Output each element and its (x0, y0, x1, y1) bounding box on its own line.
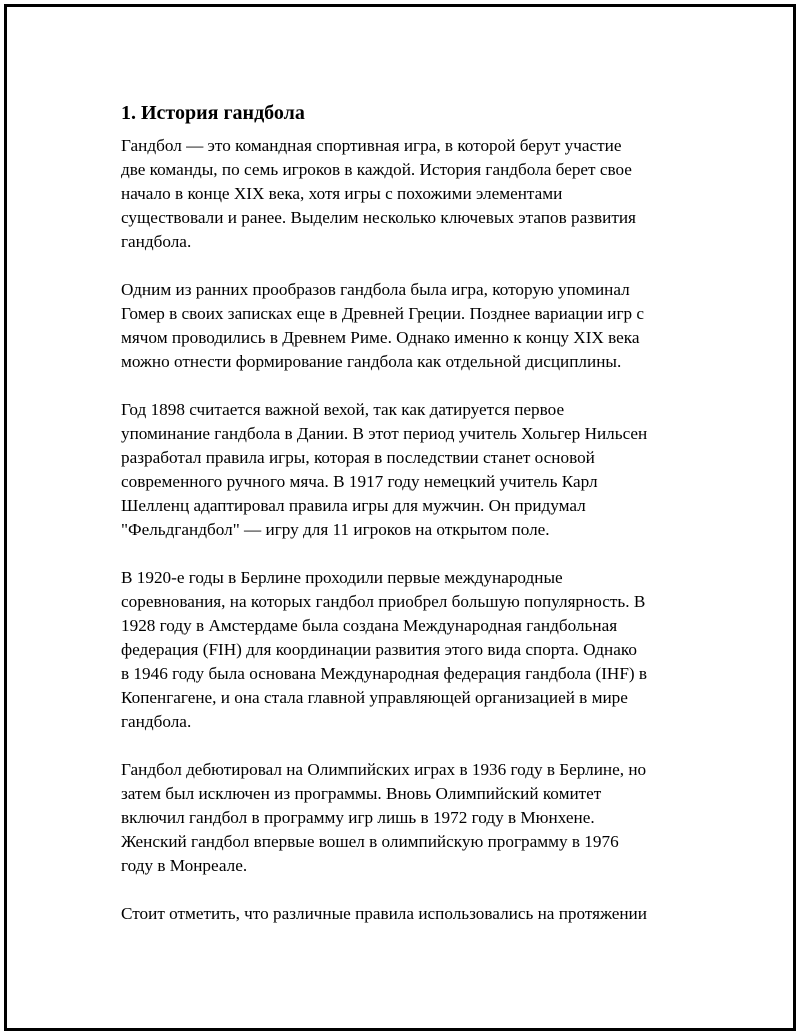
text-line: мячом проводились в Древнем Риме. Однако именно к концу XIX века (121, 328, 640, 347)
text-line: Год 1898 считается важной вехой, так как датируется первое (121, 400, 565, 419)
paragraph-2 (121, 278, 701, 374)
text-line: Копенгагене, и она стала главной управляющей организацией в мире (121, 688, 628, 707)
text-line: Гандбол дебютировал на Олимпийских играх в 1936 году в Берлине, но (121, 760, 647, 779)
paragraph-1 (121, 134, 701, 254)
text-line: начало в конце XIX века, хотя игры с похожими элементами (121, 184, 563, 203)
paragraph-6 (121, 902, 701, 926)
text-line: году в Монреале. (121, 856, 248, 875)
paragraph-3 (121, 398, 701, 542)
text-line: две команды, по семь игроков в каждой. История гандбола берет свое (121, 160, 632, 179)
text-line: можно отнести формирование гандбола как отдельной дисциплины. (121, 352, 622, 371)
text-line: 1928 году в Амстердаме была создана Международная гандбольная (121, 616, 618, 635)
text-line: Одним из ранних прообразов гандбола была игра, которую упоминал (121, 280, 630, 299)
text-line: соревнования, на которых гандбол приобрел большую популярность. В (121, 592, 646, 611)
text-line: В 1920-е годы в Берлине проходили первые международные (121, 568, 563, 587)
text-line: упоминание гандбола в Дании. В этот период учитель Хольгер Нильсен (121, 424, 648, 443)
paragraph-4 (121, 566, 701, 734)
text-line: разработал правила игры, которая в последствии станет основой (121, 448, 595, 467)
page-frame (4, 4, 796, 1031)
paragraph-5 (121, 758, 701, 878)
text-line: Женский гандбол впервые вошел в олимпийскую программу в 1976 (121, 832, 619, 851)
text-line: федерация (FIH) для координации развития этого вида спорта. Однако (121, 640, 637, 659)
text-line: в 1946 году была основана Международная федерация гандбола (IHF) в (121, 664, 648, 683)
text-line: Гандбол — это командная спортивная игра, в которой берут участие (121, 136, 622, 155)
text-line: "Фельдгандбол" — игру для 11 игроков на открытом поле. (121, 520, 550, 539)
text-line: современного ручного мяча. В 1917 году немецкий учитель Карл (121, 472, 598, 491)
text-line: гандбола. (121, 232, 192, 251)
text-line: включил гандбол в программу игр лишь в 1972 году в Мюнхене. (121, 808, 595, 827)
text-line: существовали и ранее. Выделим несколько ключевых этапов развития (121, 208, 636, 227)
section-heading: 1. История гандбола (121, 102, 305, 124)
text-line: Стоит отметить, что различные правила использовались на протяжении (121, 904, 647, 923)
text-line: Шелленц адаптировал правила игры для мужчин. Он придумал (121, 496, 586, 515)
text-line: затем был исключен из программы. Вновь Олимпийский комитет (121, 784, 602, 803)
document-body (121, 99, 701, 950)
text-line: гандбола. (121, 712, 192, 731)
text-line: Гомер в своих записках еще в Древней Греции. Позднее вариации игр с (121, 304, 645, 323)
